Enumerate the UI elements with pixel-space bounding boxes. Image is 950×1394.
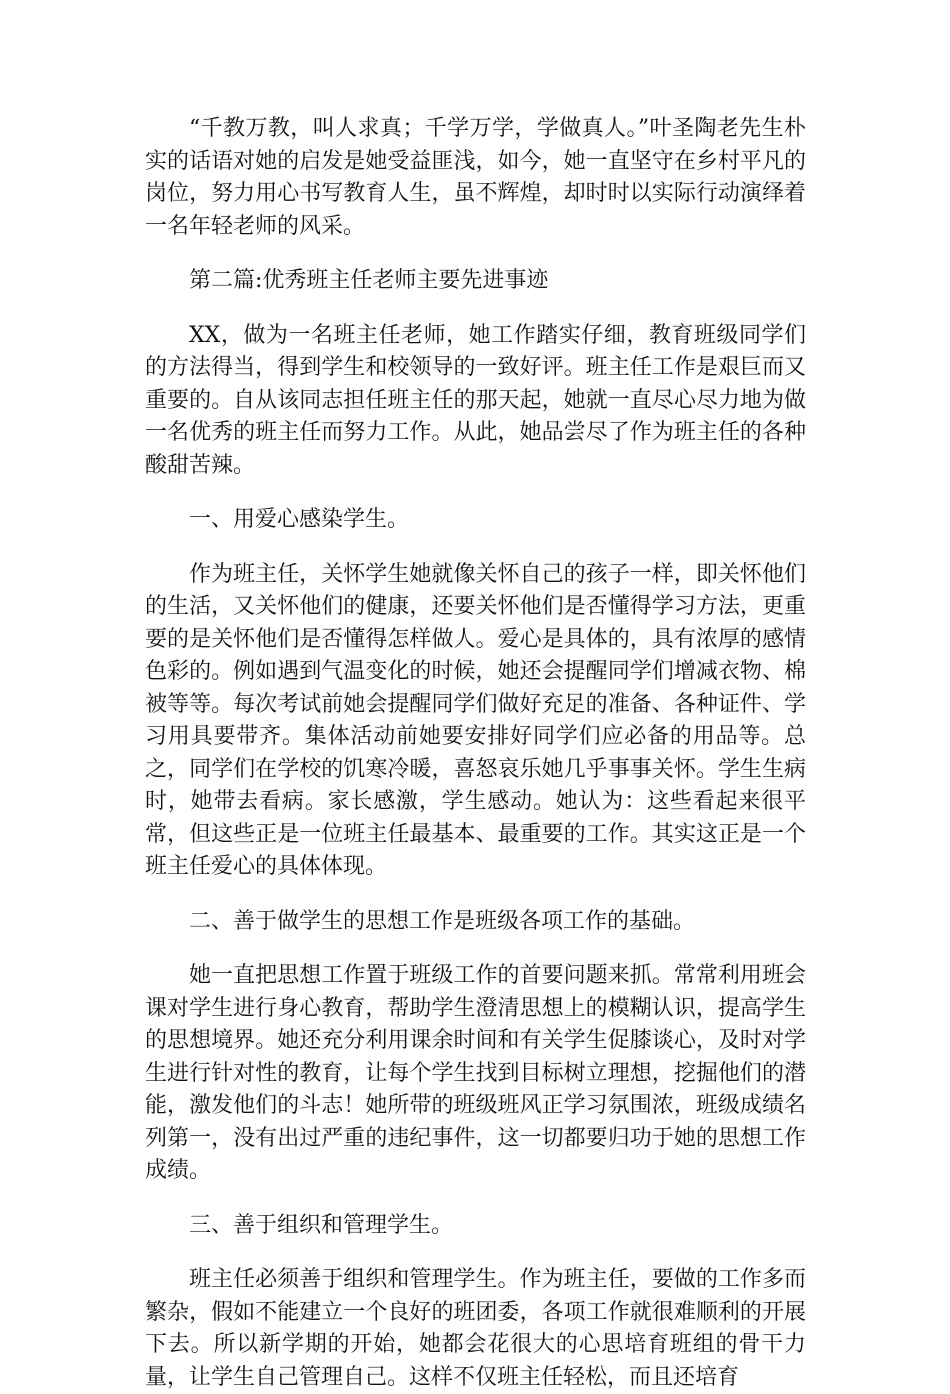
paragraph-gap — [145, 1242, 806, 1264]
heading-love-students: 一、用爱心感染学生。 — [189, 507, 410, 532]
paragraph-love-students: 作为班主任，关怀学生她就像关怀自己的孩子一样，即关怀他们的生活，又关怀他们的健康，还要关怀他们是否懂得学习方法，更重要的是关怀他们是否懂得怎样做人。爱心是具体的，具有浓厚的感情色彩的。例如遇到气温变化的时候，她还会提醒同学们增减衣物、棉被等等。每次考试前她会提醒同学们做好充足的准备、各种证件、学习用具要带齐。集体活动前她要安排好同学们应必备的用品等。总之，同学们在学校的饥寒冷暖，喜怒哀乐她几乎事事关怀。学生生病时，她带去看病。家长感激，学生感动。她认为：这些看起来很平常，但这些正是一位班主任最基本、最重要的工作。其实这正是一个班主任爱心的具体体现。 — [145, 561, 806, 879]
document-body — [145, 113, 806, 1394]
heading-organize-manage: 三、善于组织和管理学生。 — [189, 1212, 454, 1238]
paragraph-gap — [145, 298, 806, 320]
paragraph-gap — [145, 537, 806, 559]
paragraph-intro-quote: “千教万教，叫人求真；千学万学，学做真人。”叶圣陶老先生朴实的话语对她的启发是她受益匪浅，如今，她一直坚守在乡村平凡的岗位，努力用心书写教育人生，虽不辉煌，却时时以实际行动演绎着一名年轻老师的风采。 — [145, 116, 806, 239]
section-title-second-article: 第二篇:优秀班主任老师主要先进事迹 — [189, 268, 549, 293]
paragraph-ideological-work: 她一直把思想工作置于班级工作的首要问题来抓。常常利用班会课对学生进行身心教育，帮助学生澄清思想上的模糊认识，提高学生的思想境界。她还充分利用课余时间和有关学生促膝谈心，及时对学生进行针对性的教育，让每个学生找到目标树立理想，挖掘他们的潜能，激发他们的斗志！她所带的班级班风正学习氛围浓，班级成绩名列第一，没有出过严重的违纪事件，这一切都要归功于她的思想工作成绩。 — [145, 963, 806, 1183]
paragraph-gap — [145, 938, 806, 960]
paragraph-overview: XX，做为一名班主任老师，她工作踏实仔细，教育班级同学们的方法得当，得到学生和校领导的一致好评。班主任工作是艰巨而又重要的。自从该同志担任班主任的那天起，她就一直尽心尽力地为做一名优秀的班主任而努力工作。从此，她品尝尽了作为班主任的各种酸甜苦辣。 — [145, 322, 806, 478]
paragraph-gap — [145, 1188, 806, 1210]
paragraph-gap — [145, 884, 806, 906]
heading-ideological-work: 二、善于做学生的思想工作是班级各项工作的基础。 — [189, 908, 696, 934]
paragraph-organize-manage: 班主任必须善于组织和管理学生。作为班主任，要做的工作多而繁杂，假如不能建立一个良好的班团委，各项工作就很难顺利的开展下去。所以新学期的开始，她都会花很大的心思培育班组的骨干力量，让学生自己管理自己。这样不仅班主任轻松，而且还培育 — [145, 1267, 806, 1390]
paragraph-gap — [145, 243, 806, 265]
paragraph-gap — [145, 482, 806, 504]
